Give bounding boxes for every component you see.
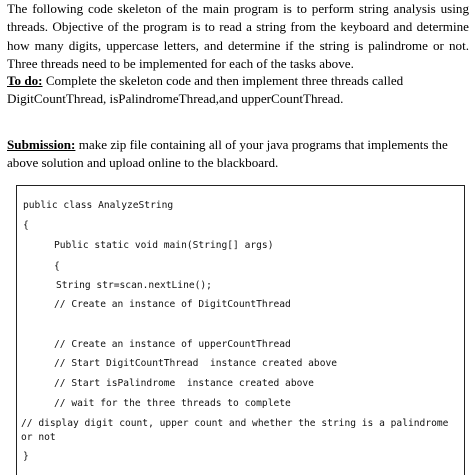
code-line: // display digit count, upper count and whether the string is a palindrome xyxy=(21,418,449,429)
code-line: } xyxy=(23,451,29,462)
todo-paragraph xyxy=(7,72,469,109)
code-line: { xyxy=(54,261,60,272)
code-line: // Create an instance of upperCountThread xyxy=(54,339,291,350)
todo-label: To do: xyxy=(7,73,43,88)
code-line: // Start DigitCountThread instance created above xyxy=(54,358,338,369)
code-line: String str=scan.nextLine(); xyxy=(56,280,212,291)
intro-text: The following code skeleton of the main program is to perform string analysis using threads. Objective of the program is to read a string from the keyboard and determine how many digits, uppercase letters, and determine if the string is palindrome or not. Three threads need to be implemented for each of the tasks above. xyxy=(7,1,469,71)
code-block xyxy=(16,185,465,475)
code-line: public class AnalyzeString xyxy=(23,200,174,211)
code-line: // wait for the three threads to complete xyxy=(54,398,291,409)
todo-text: Complete the skeleton code and then implement three threads called DigitCountThread, isPalindromeThread,and upperCountThread. xyxy=(7,73,404,107)
code-line: { xyxy=(23,220,29,231)
intro-paragraph xyxy=(7,0,469,73)
code-line: or not xyxy=(21,432,56,443)
submission-text: make zip file containing all of your java programs that implements the above solution and upload online to the blackboard. xyxy=(7,137,448,171)
submission-paragraph xyxy=(7,136,469,173)
code-line: // Create an instance of DigitCountThread xyxy=(54,299,291,310)
code-line: Public static void main(String[] args) xyxy=(54,240,274,251)
code-line: // Start isPalindrome instance created above xyxy=(54,378,314,389)
submission-label: Submission: xyxy=(7,137,76,152)
